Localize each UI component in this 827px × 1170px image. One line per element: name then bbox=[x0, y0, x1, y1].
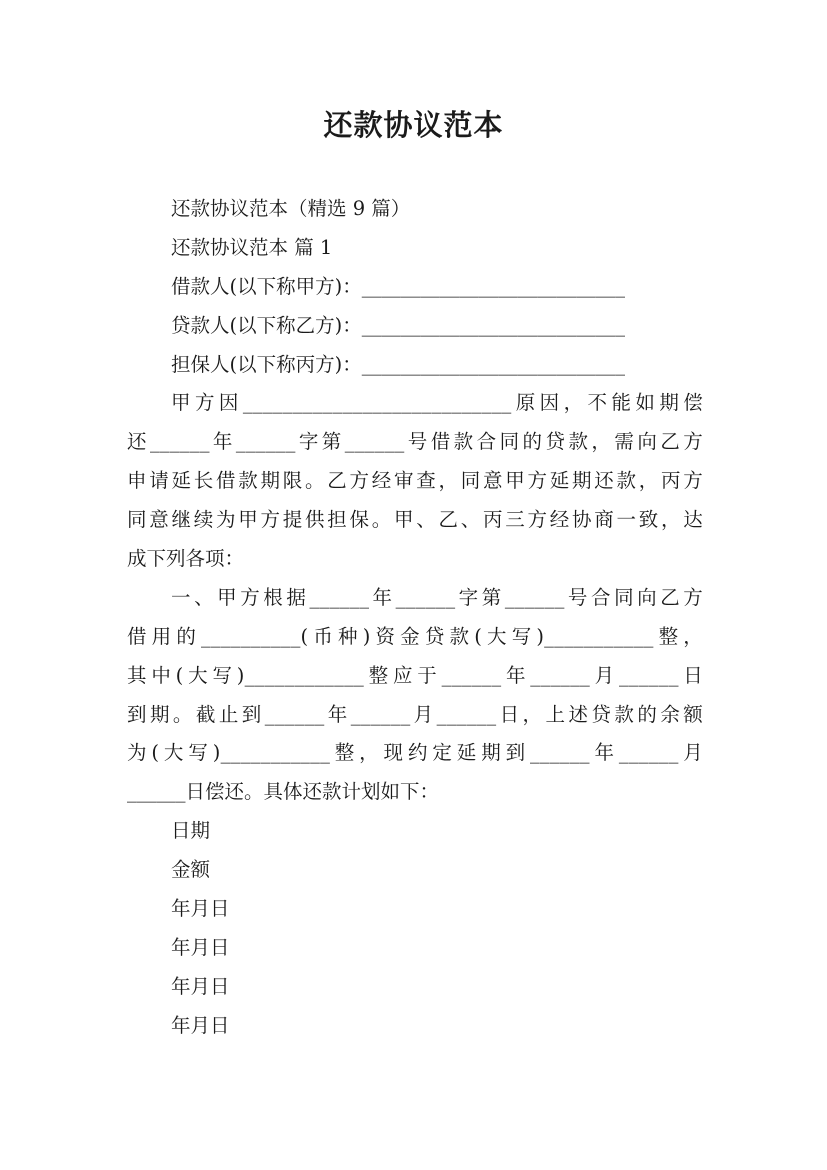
document-line: 甲方因___________________________原因，不能如期偿 bbox=[171, 391, 703, 415]
document-line: 年月日 bbox=[171, 1013, 230, 1037]
document-line: 贷款人(以下称乙方)：___________________________ bbox=[171, 313, 625, 337]
document-line: 年月日 bbox=[171, 974, 230, 998]
document-line: 成下列各项： bbox=[127, 547, 245, 571]
document-line: 同意继续为甲方提供担保。甲、乙、丙三方经协商一致，达 bbox=[127, 508, 703, 532]
document-line: 借款人(以下称甲方)：___________________________ bbox=[171, 274, 625, 298]
document-line: 日期 bbox=[171, 819, 211, 843]
document-line: 年月日 bbox=[171, 897, 230, 921]
document-line: 申请延长借款期限。乙方经审查，同意甲方延期还款，丙方 bbox=[127, 469, 703, 493]
document-body bbox=[127, 190, 703, 1046]
document-line: 其中(大写)____________整应于______年______月______日 bbox=[127, 663, 703, 687]
document-line: 年月日 bbox=[171, 935, 230, 959]
document-title: 还款协议范本 bbox=[323, 108, 504, 142]
document-line: 为(大写)___________整，现约定延期到______年______月 bbox=[127, 741, 703, 765]
document-line: 还______年______字第______号借款合同的贷款，需向乙方 bbox=[127, 430, 703, 454]
document-line: 还款协议范本 篇 1 bbox=[171, 235, 333, 259]
document-line: 担保人(以下称丙方)：___________________________ bbox=[171, 352, 625, 376]
document-line: 借用的__________(币种)资金贷款(大写)___________整， bbox=[127, 624, 703, 648]
document-line: 到期。截止到______年______月______日，上述贷款的余额 bbox=[127, 702, 703, 726]
document-line: 金额 bbox=[171, 858, 211, 882]
document-line: 一、甲方根据______年______字第______号合同向乙方 bbox=[171, 585, 703, 609]
document-line: 还款协议范本（精选 9 篇） bbox=[171, 197, 411, 220]
document-line: ______日偿还。具体还款计划如下： bbox=[127, 780, 440, 804]
